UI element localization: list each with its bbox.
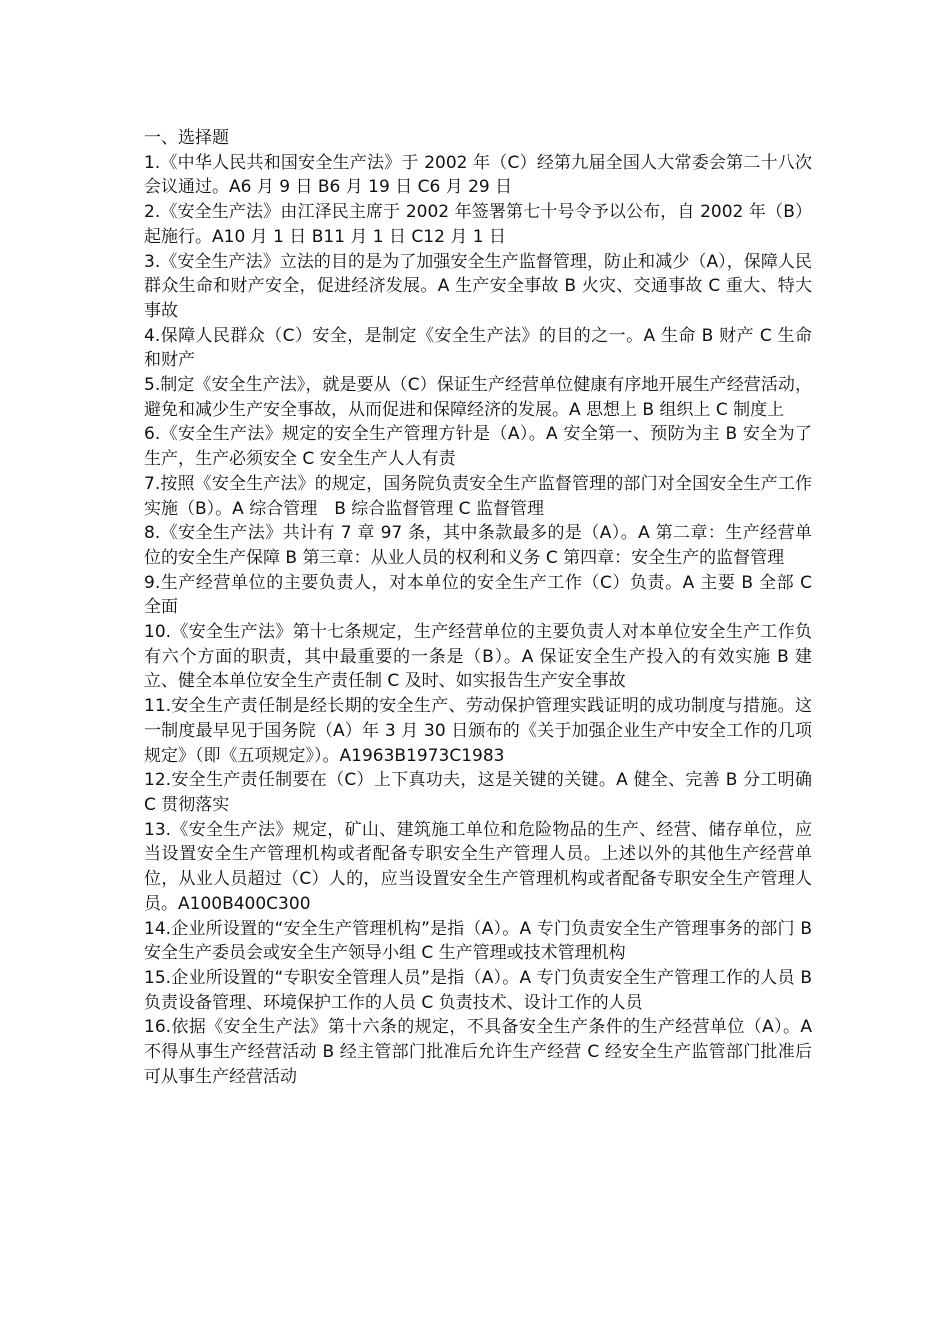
question-item: 10.《安全生产法》第十七条规定，生产经营单位的主要负责人对本单位安全生产工作负有六个方面的职责，其中最重要的一条是（B）。A 保证安全生产投入的有效实施 B 建立、健全本单位安全生产责任制 C 及时、如实报告生产安全事故 bbox=[144, 622, 812, 692]
question-item: 11.安全生产责任制是经长期的安全生产、劳动保护管理实践证明的成功制度与措施。这一制度最早见于国务院（A）年 3 月 30 日颁布的《关于加强企业生产中安全工作的几项规定》（即《五项规定》）。A1963B1973C1983 bbox=[144, 696, 812, 766]
document-page bbox=[144, 126, 812, 1089]
question-item: 1.《中华人民共和国安全生产法》于 2002 年（C）经第九届全国人大常委会第二十八次会议通过。A6 月 9 日 B6 月 19 日 C6 月 29 日 bbox=[144, 152, 812, 198]
question-item: 3.《安全生产法》立法的目的是为了加强安全生产监督管理，防止和减少（A），保障人民群众生命和财产安全，促进经济发展。A 生产安全事故 B 火灾、交通事故 C 重大、特大事故 bbox=[144, 251, 812, 321]
section-heading: 一、选择题 bbox=[144, 128, 229, 148]
question-item: 2.《安全生产法》由江泽民主席于 2002 年签署第七十号令予以公布，自 2002 年（B）起施行。A10 月 1 日 B11 月 1 日 C12 月 1 日 bbox=[144, 202, 812, 247]
question-item: 6.《安全生产法》规定的安全生产管理方针是（A）。A 安全第一、预防为主 B 安全为了生产，生产必须安全 C 安全生产人人有责 bbox=[144, 424, 812, 470]
question-item: 14.企业所设置的“安全生产管理机构”是指（A）。A 专门负责安全生产管理事务的部门 B 安全生产委员会或安全生产领导小组 C 生产管理或技术管理机构 bbox=[144, 918, 812, 964]
question-item: 16.依据《安全生产法》第十六条的规定，不具备安全生产条件的生产经营单位（A）。A 不得从事生产经营活动 B 经主管部门批准后允许生产经营 C 经安全生产监管部门批准后可从事生产经营活动 bbox=[144, 1017, 812, 1087]
question-item: 7.按照《安全生产法》的规定，国务院负责安全生产监督管理的部门对全国安全生产工作实施（B）。A 综合管理 B 综合监督管理 C 监督管理 bbox=[144, 473, 812, 519]
question-item: 8.《安全生产法》共计有 7 章 97 条，其中条款最多的是（A）。A 第二章：生产经营单位的安全生产保障 B 第三章：从业人员的权利和义务 C 第四章：安全生产的监督管理 bbox=[144, 523, 812, 568]
question-item: 12.安全生产责任制要在（C）上下真功夫，这是关键的关键。A 健全、完善 B 分工明确 C 贯彻落实 bbox=[144, 770, 812, 815]
question-item: 15.企业所设置的“专职安全管理人员”是指（A）。A 专门负责安全生产管理工作的人员 B 负责设备管理、环境保护工作的人员 C 负责技术、设计工作的人员 bbox=[144, 967, 812, 1013]
question-item: 13.《安全生产法》规定，矿山、建筑施工单位和危险物品的生产、经营、储存单位，应当设置安全生产管理机构或者配备专职安全生产管理人员。上述以外的其他生产经营单位，从业人员超过（C）人的，应当设置安全生产管理机构或者配备专职安全生产管理人员。A100B400C300 bbox=[144, 819, 812, 914]
question-item: 4.保障人民群众（C）安全，是制定《安全生产法》的目的之一。A 生命 B 财产 C 生命和财产 bbox=[144, 325, 812, 371]
question-item: 5.制定《安全生产法》，就是要从（C）保证生产经营单位健康有序地开展生产经营活动，避免和减少生产安全事故，从而促进和保障经济的发展。A 思想上 B 组织上 C 制度上 bbox=[144, 375, 812, 420]
question-item: 9.生产经营单位的主要负责人，对本单位的安全生产工作（C）负责。A 主要 B 全部 C 全面 bbox=[144, 572, 812, 618]
